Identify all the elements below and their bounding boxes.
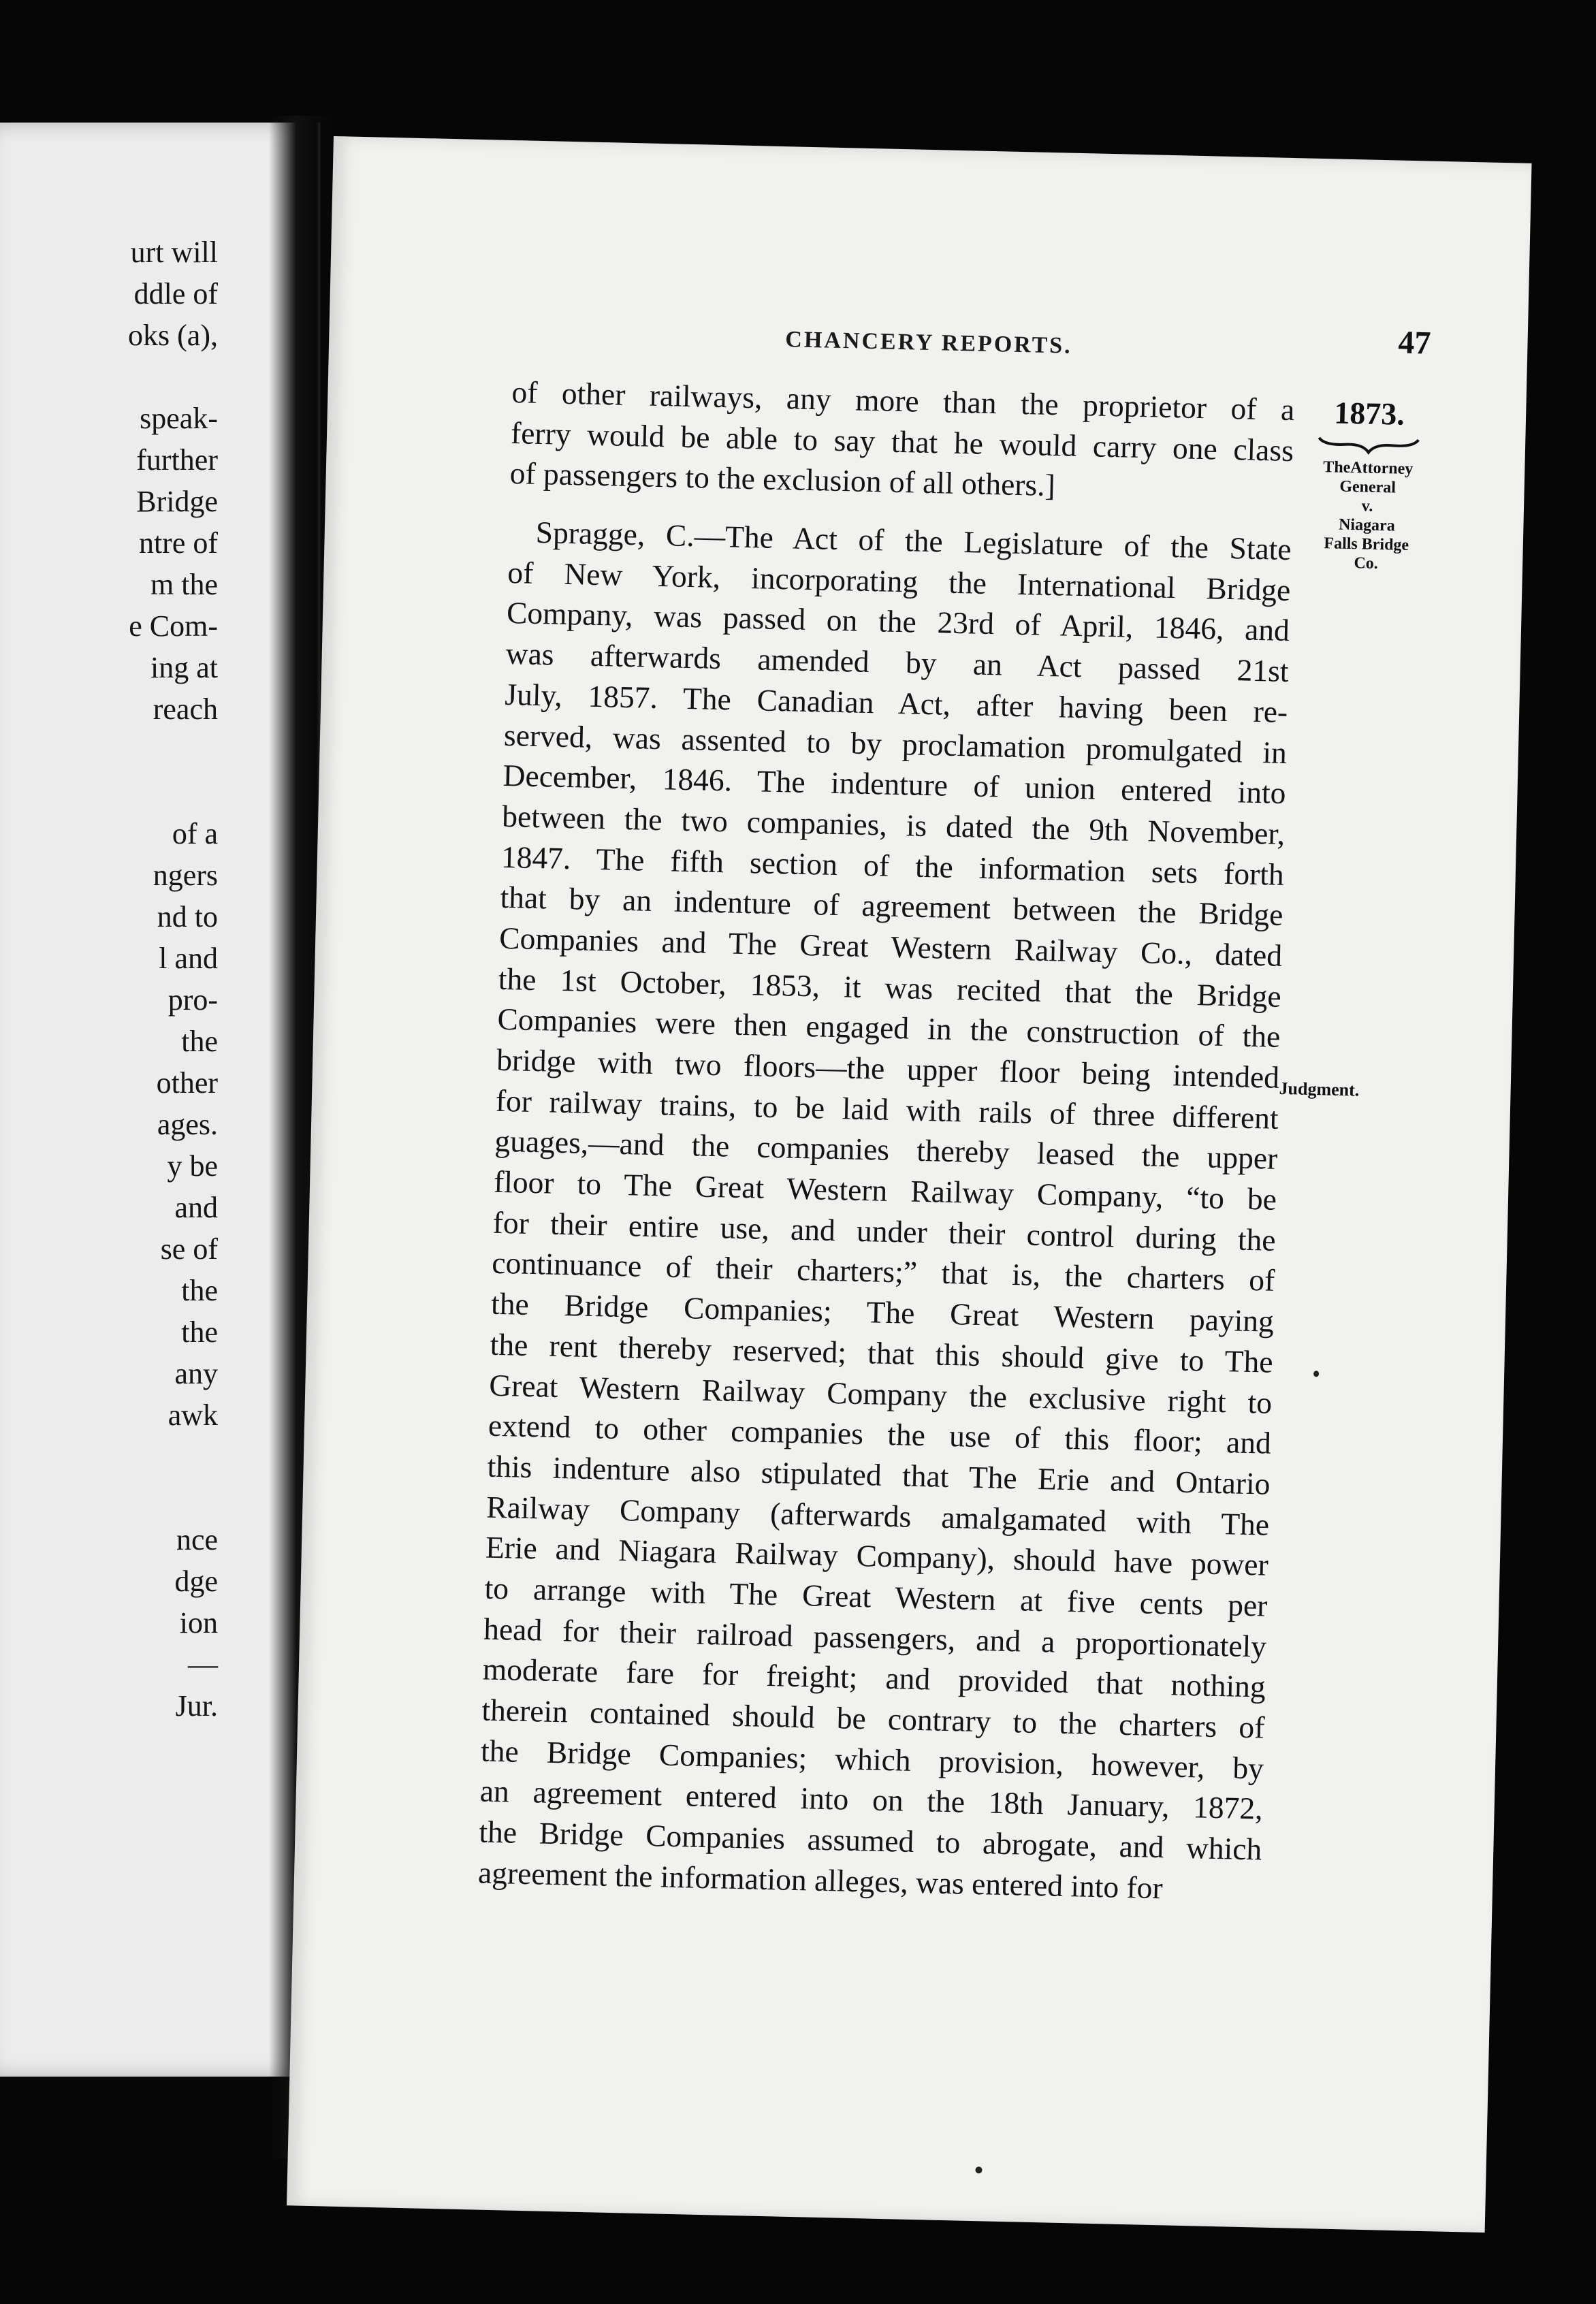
facing-page-line: pro- [167, 983, 218, 1017]
facing-page-line: and [174, 1191, 218, 1224]
text-line: that by an indenture of agreement between the Bridge [500, 880, 1283, 933]
text-line: of New York, incorporating the International Bridge [507, 554, 1291, 607]
facing-page-line: — [188, 1648, 218, 1681]
facing-page-line: ngers [153, 859, 218, 892]
text-line: the rent thereby reserved; that this should give to The [490, 1326, 1274, 1379]
brace-icon [1318, 436, 1420, 455]
facing-page-line: y be [167, 1149, 218, 1183]
text-line: Railway Company (afterwards amalgamated with The [485, 1489, 1270, 1542]
facing-page-line: of a [172, 817, 218, 850]
facing-page-line: ion [179, 1606, 218, 1639]
facing-page-line: the [181, 1315, 218, 1349]
facing-page-line: nd to [157, 900, 218, 933]
text-line: head for their railroad passengers, and a proportionately [483, 1611, 1267, 1664]
text-line: was afterwards amended by an Act passed 21st [505, 636, 1290, 689]
page-47 [287, 136, 1532, 2233]
judgment-margin-label: Judgment. [1279, 1078, 1360, 1100]
text-line: served, was assented to by proclamation promulgated in [503, 717, 1288, 770]
print-speck [975, 2166, 982, 2173]
facing-page-line: Bridge [136, 485, 218, 518]
facing-page-line: other [156, 1066, 218, 1100]
text-line: Great Western Railway Company the exclusive right to [488, 1367, 1273, 1420]
text-line: this indenture also stipulated that The Erie and Ontario [487, 1448, 1271, 1501]
text-line: extend to other companies the use of this floor; and [488, 1407, 1272, 1460]
text-line: floor to The Great Western Railway Company, “to be [493, 1164, 1277, 1217]
text-line: December, 1846. The indenture of union entered into [502, 758, 1287, 811]
text-line: continuance of their charters;” that is, the charters of [491, 1245, 1275, 1298]
facing-page-line: oks (a), [128, 319, 218, 352]
facing-page-line: m the [150, 568, 218, 601]
case-name-line: General [1339, 477, 1396, 497]
page-number: 47 [1397, 324, 1432, 362]
text-line: to arrange with The Great Western at five cents per [484, 1570, 1268, 1623]
facing-page-line: ing at [150, 651, 218, 684]
text-line: Company, was passed on the 23rd of April, 1846, and [506, 595, 1290, 648]
text-line: of other railways, any more than the proprietor of a [511, 374, 1295, 428]
case-name-line: Niagara [1338, 515, 1396, 535]
case-year: 1873. [1333, 395, 1405, 432]
facing-page-line: further [136, 443, 218, 477]
text-line: bridge with two floors—the upper floor being intended [496, 1042, 1280, 1095]
text-line: therein contained should be contrary to the charters of [481, 1692, 1265, 1745]
facing-page-line: reach [153, 692, 218, 726]
text-line: the Bridge Companies assumed to abrogate, and which [478, 1814, 1262, 1867]
text-line: the Bridge Companies; The Great Western paying [490, 1285, 1275, 1339]
body-text [478, 372, 1295, 1910]
case-name-line: TheAttorney [1323, 458, 1414, 479]
text-line: the 1st October, 1853, it was recited that the Bridge [498, 961, 1282, 1014]
text-line: for railway trains, to be laid with rails of three different [495, 1083, 1279, 1136]
facing-page-line: l and [159, 942, 218, 975]
text-line: the Bridge Companies; which provision, however, by [480, 1733, 1264, 1786]
text-line: Spragge, C.—The Act of the Legislature of the State [535, 514, 1292, 567]
facing-page-line: e Com- [129, 609, 218, 643]
facing-page-line: nce [176, 1523, 218, 1556]
running-head: CHANCERY REPORTS. [784, 327, 1073, 359]
print-speck [1313, 1371, 1319, 1377]
text-line: Companies were then engaged in the construction of the [497, 1002, 1281, 1055]
text-line: guages,—and the companies thereby leased the upper [494, 1123, 1278, 1177]
case-sidenote [1301, 393, 1435, 574]
case-name-line: Co. [1354, 554, 1379, 573]
text-line: Companies and The Great Western Railway Co., dated [498, 920, 1283, 973]
facing-page-line: speak- [140, 402, 218, 435]
text-line: 1847. The fifth section of the information sets forth [500, 839, 1285, 892]
facing-page-line: ntre of [138, 526, 218, 560]
text-line: agreement the information alleges, was entered into for [477, 1855, 1164, 1906]
text-line: moderate fare for freight; and provided that nothing [482, 1651, 1266, 1704]
case-name-line: Falls Bridge [1324, 534, 1409, 554]
text-line: of passengers to the exclusion of all others.] [509, 455, 1056, 503]
facing-page-line: the [181, 1274, 218, 1307]
facing-page-line: dge [174, 1565, 218, 1598]
text-line: between the two companies, is dated the 9th November, [501, 798, 1286, 851]
facing-page-line: the [181, 1025, 218, 1058]
case-name-line: v. [1361, 497, 1373, 515]
text-line: an agreement entered into on the 18th January, 1872, [479, 1773, 1264, 1826]
case-name [1301, 457, 1433, 574]
text-line: ferry would be able to say that he would carry one class [510, 415, 1294, 468]
facing-page-line: Jur. [175, 1689, 218, 1723]
facing-page-line: awk [167, 1398, 218, 1432]
text-line: July, 1857. The Canadian Act, after having been re- [504, 676, 1288, 729]
text-line: Erie and Niagara Railway Company), should have power [485, 1529, 1269, 1582]
facing-page-line: any [174, 1357, 218, 1390]
facing-page-line: ddle of [133, 277, 218, 310]
text-line: for their entire use, and under their control during the [492, 1204, 1277, 1258]
facing-page-line: urt will [130, 236, 218, 269]
facing-page-line: ages. [157, 1108, 218, 1141]
facing-page-line: se of [160, 1232, 218, 1266]
